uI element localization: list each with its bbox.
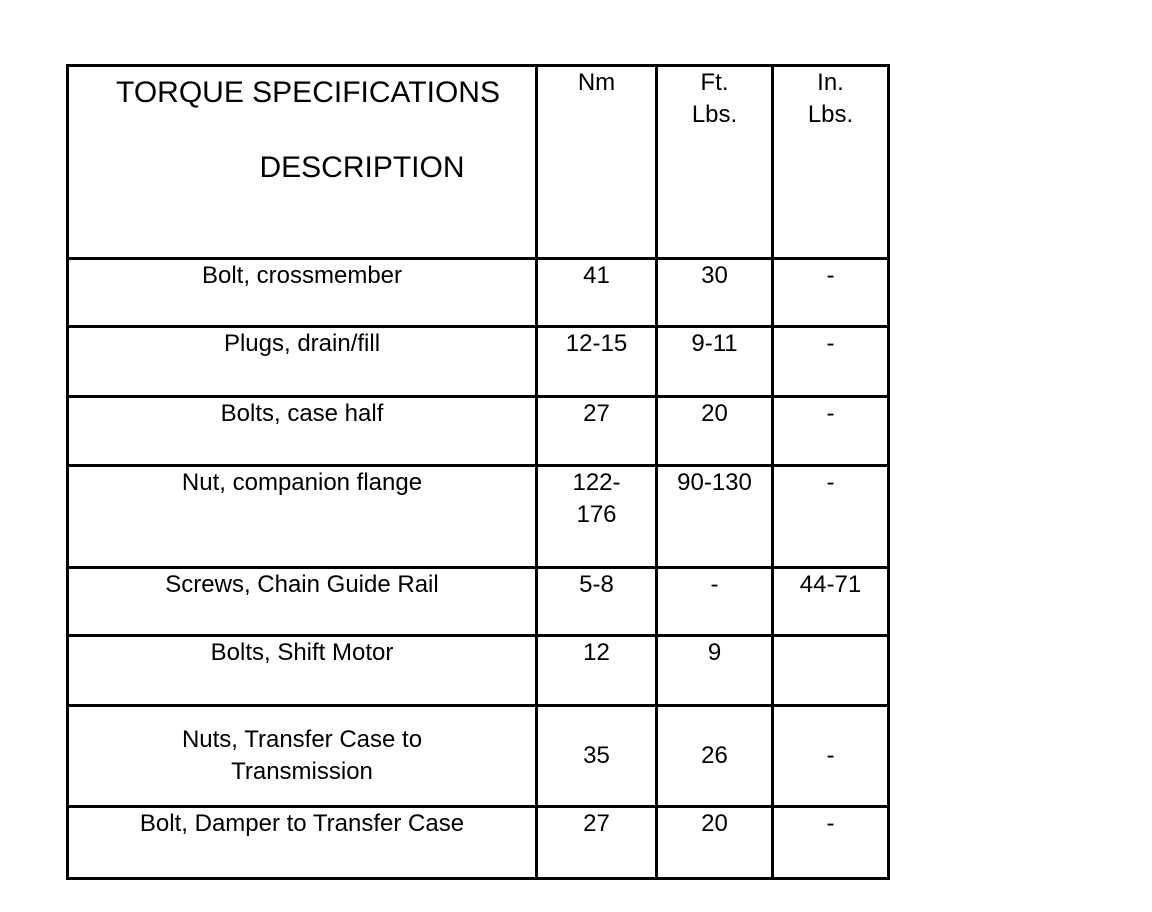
table-row (68, 636, 889, 706)
ft-lbs-cell: 90-130 (657, 466, 773, 568)
description-line2: Transmission (231, 758, 373, 785)
ft-lbs-cell: 9-11 (657, 327, 773, 397)
ft-lbs-header-line2: Lbs. (691, 101, 738, 128)
nm-cell: 41 (537, 259, 657, 327)
description-cell (68, 706, 537, 807)
in-lbs-cell: - (773, 397, 889, 466)
description-cell: Screws, Chain Guide Rail (68, 568, 537, 636)
in-lbs-header-line2: Lbs. (807, 101, 854, 128)
ft-lbs-cell: 26 (657, 706, 773, 807)
description-cell: Bolts, Shift Motor (68, 636, 537, 706)
in-lbs-cell (773, 636, 889, 706)
nm-cell (537, 466, 657, 568)
torque-spec-table (66, 64, 890, 880)
nm-header-label: Nm (577, 69, 616, 96)
table-row (68, 568, 889, 636)
table-row (68, 706, 889, 807)
in-lbs-cell: - (773, 706, 889, 807)
in-lbs-header (773, 66, 889, 259)
nm-cell: 27 (537, 807, 657, 879)
in-lbs-cell: - (773, 466, 889, 568)
ft-lbs-cell: 20 (657, 397, 773, 466)
nm-cell: 12-15 (537, 327, 657, 397)
table-row (68, 466, 889, 568)
ft-lbs-header (657, 66, 773, 259)
description-header-cell (68, 66, 537, 259)
description-cell: Bolt, Damper to Transfer Case (68, 807, 537, 879)
in-lbs-cell: - (773, 259, 889, 327)
table-row (68, 327, 889, 397)
table-row (68, 259, 889, 327)
ft-lbs-cell: 9 (657, 636, 773, 706)
description-cell: Nut, companion flange (68, 466, 537, 568)
description-line1: Nuts, Transfer Case to (181, 726, 423, 753)
nm-cell: 27 (537, 397, 657, 466)
in-lbs-cell: - (773, 807, 889, 879)
description-header: DESCRIPTION (259, 151, 465, 184)
description-cell: Bolts, case half (68, 397, 537, 466)
ft-lbs-cell: 30 (657, 259, 773, 327)
nm-cell-line2: 176 (576, 501, 617, 528)
table-title: TORQUE SPECIFICATIONS (116, 76, 500, 109)
nm-cell: 35 (537, 706, 657, 807)
ft-lbs-cell: - (657, 568, 773, 636)
description-cell: Bolt, crossmember (68, 259, 537, 327)
description-cell: Plugs, drain/fill (68, 327, 537, 397)
nm-cell-line1: 122- (572, 469, 621, 496)
table-header-row (68, 66, 889, 259)
nm-header (537, 66, 657, 259)
in-lbs-cell: 44-71 (773, 568, 889, 636)
in-lbs-cell: - (773, 327, 889, 397)
nm-cell: 5-8 (537, 568, 657, 636)
nm-cell: 12 (537, 636, 657, 706)
table-row (68, 397, 889, 466)
ft-lbs-header-line1: Ft. (700, 69, 729, 96)
in-lbs-header-line1: In. (817, 69, 844, 96)
ft-lbs-cell: 20 (657, 807, 773, 879)
table-row (68, 807, 889, 879)
